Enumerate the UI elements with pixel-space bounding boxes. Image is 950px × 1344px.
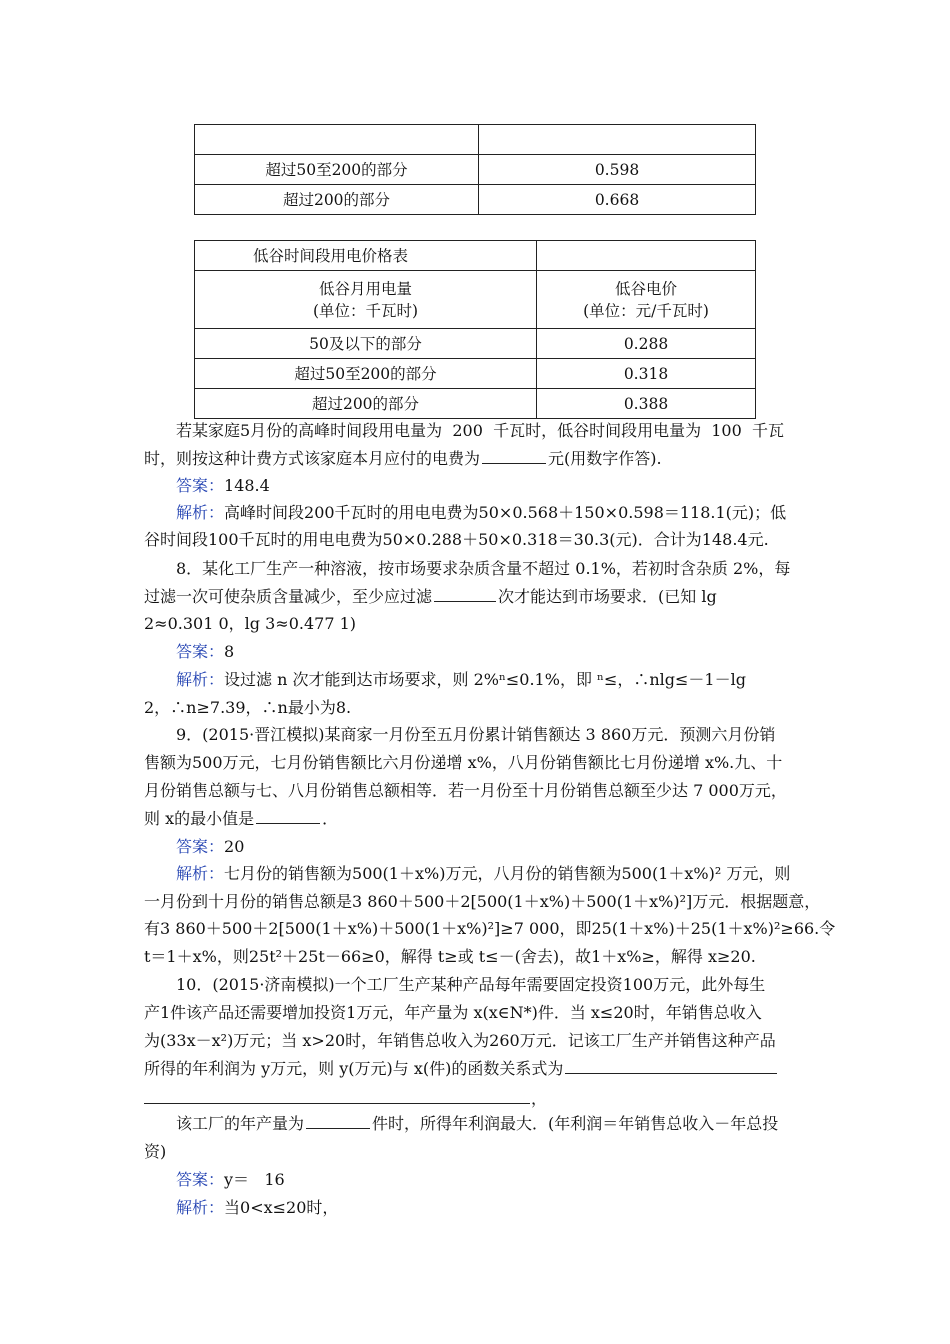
table-cell: 超过50至200的部分: [195, 155, 479, 185]
q9-text-line: 售额为500万元，七月份销售额比六月份递增 x%，八月份销售额比七月份递增 x%.九、十: [144, 753, 783, 772]
q10-text-line: [144, 1058, 779, 1080]
table-cell: 0.318: [537, 359, 756, 389]
analysis-text: 设过滤 n 次才能到达市场要求，则 2%ⁿ≤0.1%，即 ⁿ≤，∴nlg≤－1－lg: [224, 670, 746, 689]
table-cell: 50及以下的部分: [195, 329, 537, 359]
analysis-label: 解析：: [176, 670, 225, 689]
text-fragment: 该工厂的年产量为: [176, 1114, 305, 1133]
q9-analysis-line: [176, 863, 790, 885]
answer-label: 答案：: [176, 837, 225, 856]
table-cell: [195, 125, 479, 155]
answer-blank: [482, 448, 546, 464]
table-cell: [537, 241, 756, 271]
table-row: [195, 329, 756, 359]
header-text: 低谷月用电量: [318, 279, 412, 298]
table-cell: 0.388: [537, 389, 756, 419]
table-row: [195, 359, 756, 389]
answer-label: 答案：: [176, 1170, 225, 1189]
table-header-row: [195, 271, 756, 329]
text-fragment: 所得的年利润为 y万元，则 y(万元)与 x(件)的函数关系式为: [144, 1059, 564, 1078]
answer-value: y＝ 16: [224, 1170, 285, 1189]
analysis-label: 解析：: [176, 864, 225, 883]
table-header-left: [195, 271, 537, 329]
header-unit: (单位：千瓦时): [312, 301, 419, 320]
text-fragment: 元(用数字作答).: [548, 449, 662, 468]
answer-label: 答案：: [176, 642, 225, 661]
q8-analysis-line: [176, 669, 746, 691]
text-fragment: 时，则按这种计费方式该家庭本月应付的电费为: [144, 449, 481, 468]
answer-value: 148.4: [224, 476, 270, 495]
q10-text-line: 10．(2015·济南模拟)一个工厂生产某种产品每年需要固定投资100万元，此外每生: [176, 975, 766, 994]
q9-text-line: 月份销售总额与七、八月份销售总额相等．若一月份至十月份销售总额至少达 7 000万元，: [144, 781, 787, 800]
q10-answer-line: [176, 1169, 285, 1191]
q9-answer-line: [176, 836, 244, 858]
answer-label: 答案：: [176, 476, 225, 495]
q7-text-line: 若某家庭5月份的高峰时间段用电量为 200 千瓦时，低谷时间段用电量为 100 千瓦: [176, 421, 784, 440]
analysis-label: 解析：: [176, 1198, 225, 1217]
answer-value: 8: [224, 642, 235, 661]
q10-text-line: [176, 1113, 778, 1135]
text-fragment: 过滤一次可使杂质含量减少，至少应过滤: [144, 587, 433, 606]
q8-text-line: [144, 586, 717, 608]
q7-text-line: [144, 448, 662, 470]
q10-analysis-line: [176, 1197, 338, 1219]
answer-blank-long: [144, 1103, 530, 1104]
q7-analysis-line: [176, 502, 786, 524]
text-fragment: 件时，所得年利润最大．(年利润＝年销售总收入－年总投: [372, 1114, 779, 1133]
analysis-text: 高峰时间段200千瓦时的用电电费为50×0.568＋150×0.598＝118.1(元)；低: [224, 503, 787, 522]
table-row: [195, 125, 756, 155]
q9-text-line: 9．(2015·晋江模拟)某商家一月份至五月份累计销售额达 3 860万元．预测六月份销: [176, 725, 776, 744]
table-row: [195, 185, 756, 215]
valley-price-table: [194, 240, 756, 419]
text-fragment: 次才能达到市场要求．(已知 lg: [498, 587, 717, 606]
answer-blank: [256, 808, 320, 824]
analysis-label: 解析：: [176, 503, 225, 522]
answer-blank: [565, 1058, 777, 1074]
table-row: [195, 155, 756, 185]
table-cell: [479, 125, 756, 155]
q8-analysis-line: 2，∴n≥7.39，∴n最小为8.: [144, 698, 352, 717]
text-fragment: ，: [531, 1089, 548, 1108]
header-unit: (单位：元/千瓦时): [583, 301, 709, 320]
text-fragment: 则 x的最小值是: [144, 809, 255, 828]
table-cell: 超过50至200的部分: [195, 359, 537, 389]
header-text: 低谷电价: [614, 279, 677, 298]
answer-blank: [434, 586, 496, 602]
q9-analysis-line: 一月份到十月份的销售总额是3 860＋500＋2[500(1＋x%)＋500(1＋x%)²]万元．根据题意，: [144, 892, 821, 911]
table-row: [195, 389, 756, 419]
text-fragment: ．: [322, 809, 339, 828]
answer-value: 20: [224, 837, 245, 856]
q9-analysis-line: t＝1＋x%，则25t²＋25t－66≥0，解得 t≥或 t≤－(舍去)，故1＋x%≥，解得 x≥20.: [144, 947, 756, 966]
analysis-text: 七月份的销售额为500(1＋x%)万元，八月份的销售额为500(1＋x%)² 万元，则: [224, 864, 791, 883]
q10-text-line: 资): [144, 1142, 167, 1161]
q9-text-line: [144, 808, 338, 830]
q10-text-line: 产1件该产品还需要增加投资1万元，年产量为 x(x∈N*)件．当 x≤20时，年销售总收入: [144, 1003, 762, 1022]
table-header-right: [537, 271, 756, 329]
analysis-text: 当0<x≤20时，: [224, 1198, 339, 1217]
q8-text-line: 2≈0.301 0，lg 3≈0.477 1): [144, 614, 357, 633]
table-cell: 0.598: [479, 155, 756, 185]
q7-analysis-line: 谷时间段100千瓦时的用电电费为50×0.288＋50×0.318＝30.3(元)．合计为148.4元.: [144, 530, 769, 549]
q7-answer-line: [176, 475, 270, 497]
peak-price-table: [194, 124, 756, 215]
table-cell: 超过200的部分: [195, 389, 537, 419]
q10-text-line: 为(33x－x²)万元；当 x>20时，年销售总收入为260万元．记该工厂生产并销售这种产品: [144, 1031, 776, 1050]
q9-analysis-line: 有3 860＋500＋2[500(1＋x%)＋500(1＋x%)²]≥7 000，即25(1＋x%)＋25(1＋x%)²≥66.令: [144, 919, 836, 938]
q8-text-line: 8．某化工厂生产一种溶液，按市场要求杂质含量不超过 0.1%，若初时含杂质 2%，每: [176, 559, 791, 578]
table-cell: 0.288: [537, 329, 756, 359]
table-row: [195, 241, 756, 271]
answer-blank: [306, 1113, 370, 1129]
table-cell: 超过200的部分: [195, 185, 479, 215]
table-cell: 0.668: [479, 185, 756, 215]
table-caption: 低谷时间段用电价格表: [195, 241, 537, 271]
q8-answer-line: [176, 641, 234, 663]
